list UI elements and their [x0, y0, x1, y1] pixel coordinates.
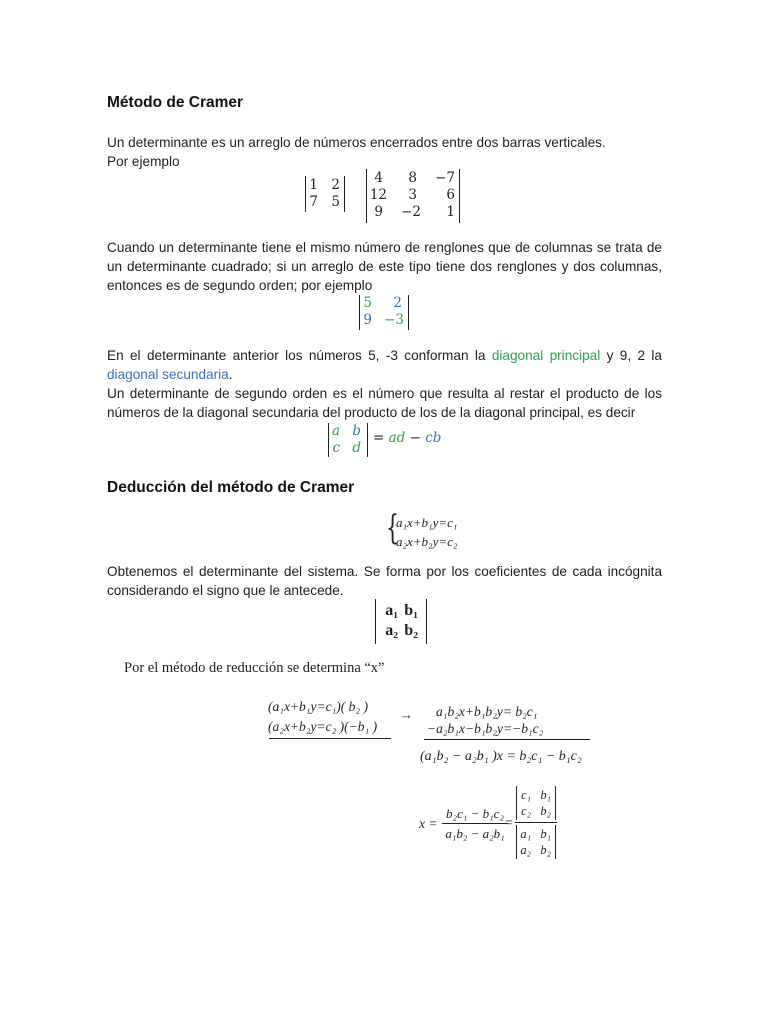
det-cell: a₂ [520, 843, 531, 857]
det-cell-principal: −3 [384, 312, 404, 328]
section-title-deduccion: Deducción del método de Cramer [107, 479, 355, 496]
det-cell: a₁ [385, 602, 398, 619]
denominator-determinant [516, 825, 556, 859]
paragraph-system-determinant: Obtenemos el determinante del sistema. Se forma por los coeficientes de cada incógnita considerando el signo que le antecede. [107, 564, 662, 598]
det-cell: c₁ [521, 788, 531, 802]
det-cell: a₂ [385, 622, 398, 639]
x-fraction-bar [442, 823, 508, 824]
det-cell: a₁ [520, 827, 531, 841]
section-title-cramer: Método de Cramer [107, 94, 244, 111]
text-span: En el determinante anterior los números 5, -3 conforman la [107, 348, 492, 363]
det-cell: 8 [408, 170, 417, 186]
det-cell: b₁ [540, 827, 551, 841]
formula-d: d [352, 440, 361, 456]
det-cell: c₂ [521, 804, 531, 818]
example-determinant-2x2 [305, 176, 345, 212]
det-cell: −7 [435, 170, 455, 186]
diagonal-principal-text: diagonal principal [491, 348, 601, 363]
system-determinant [375, 599, 427, 644]
system-brace: { [386, 508, 399, 548]
det-cell: 7 [309, 194, 318, 210]
formula-a: a [331, 423, 340, 439]
formula-minus: − [409, 430, 421, 446]
formula-ad: ad [388, 430, 406, 446]
system-eq-2: a₂x+b₂y=c₂ [396, 534, 458, 549]
text-span: y 9, 2 la [600, 348, 662, 363]
formula-b: b [352, 423, 361, 439]
det-cell: 1 [446, 204, 455, 220]
det-cell: b₂ [540, 804, 551, 818]
x-numerator: b₂c₁ − b₁c₂ [446, 806, 504, 821]
formula-c: c [332, 440, 340, 456]
det-cell: 6 [446, 187, 455, 203]
det-cell: b₁ [404, 602, 418, 619]
formula-result [373, 430, 441, 446]
det-cell: b₂ [540, 843, 551, 857]
x-equals: x = [419, 816, 438, 831]
right-eq-1: a₁b₂x+b₁b₂y= b₂c₁ [436, 704, 538, 719]
det-fraction-bar [515, 822, 557, 823]
det-cell: 4 [374, 170, 383, 186]
det-cell: −2 [401, 204, 421, 220]
det-cell: 3 [408, 187, 417, 203]
left-eq-1: (a₁x+b₁y=c₁)( b₂ ) [268, 699, 368, 714]
det-cell: 1 [309, 177, 318, 193]
det-cell: 2 [331, 177, 340, 193]
det-cell: 12 [369, 187, 387, 203]
system-equations [396, 513, 457, 551]
left-underline [269, 738, 391, 739]
example-determinant-3x3 [366, 169, 460, 223]
det-cell: b₁ [540, 788, 551, 802]
intro-line-1: Un determinante es un arreglo de números encerrados entre dos barras verticales. [107, 135, 606, 150]
diagonal-secundaria-text: diagonal secundaria [107, 367, 229, 382]
formula-equals: = [373, 430, 385, 446]
right-equations [427, 703, 543, 737]
arrow: → [400, 707, 413, 722]
x-denominator: a₁b₂ − a₂b₁ [445, 826, 505, 841]
det-cell-principal: 5 [363, 295, 372, 311]
system-eq-1: a₁x+b₁y=c₁ [396, 515, 458, 530]
left-equations [268, 697, 377, 737]
reduction-title: Por el método de reducción se determina “x” [124, 660, 385, 676]
intro-line-2: Por ejemplo [107, 154, 180, 169]
formula-cb: cb [425, 430, 442, 446]
text-span: . [228, 367, 233, 382]
det-cell: 9 [374, 204, 383, 220]
x-equals-2: = [505, 815, 513, 830]
paragraph-second-order: Un determinante de segundo orden es el número que resulta al restar el producto de los números de la diagonal secundaria del producto de los de la diagonal principal, es decir [107, 386, 662, 420]
numerator-determinant [516, 786, 556, 820]
result-equation: (a₁b₂ − a₂b₁ )x = b₂c₁ − b₁c₂ [420, 749, 582, 764]
left-eq-2: (a₂x+b₂y=c₂ )(−b₁ ) [268, 719, 378, 734]
right-eq-2: −a₂b₁x−b₁b₂y=−b₁c₂ [427, 721, 544, 736]
example-determinant-order2 [359, 295, 409, 330]
det-cell: b₂ [404, 622, 418, 639]
det-cell-secondary: 9 [363, 312, 372, 328]
paragraph-diagonals [107, 346, 662, 384]
formula-determinant [328, 423, 368, 457]
det-cell-secondary: 2 [393, 295, 402, 311]
right-underline [424, 739, 590, 740]
det-cell: 5 [331, 194, 340, 210]
paragraph-square-determinant: Cuando un determinante tiene el mismo número de renglones que de columnas se trata de un determinante cuadrado; si un arreglo de este tipo tiene dos renglones y dos columnas, entonces es de segundo orden; por ejemplo [107, 240, 662, 293]
